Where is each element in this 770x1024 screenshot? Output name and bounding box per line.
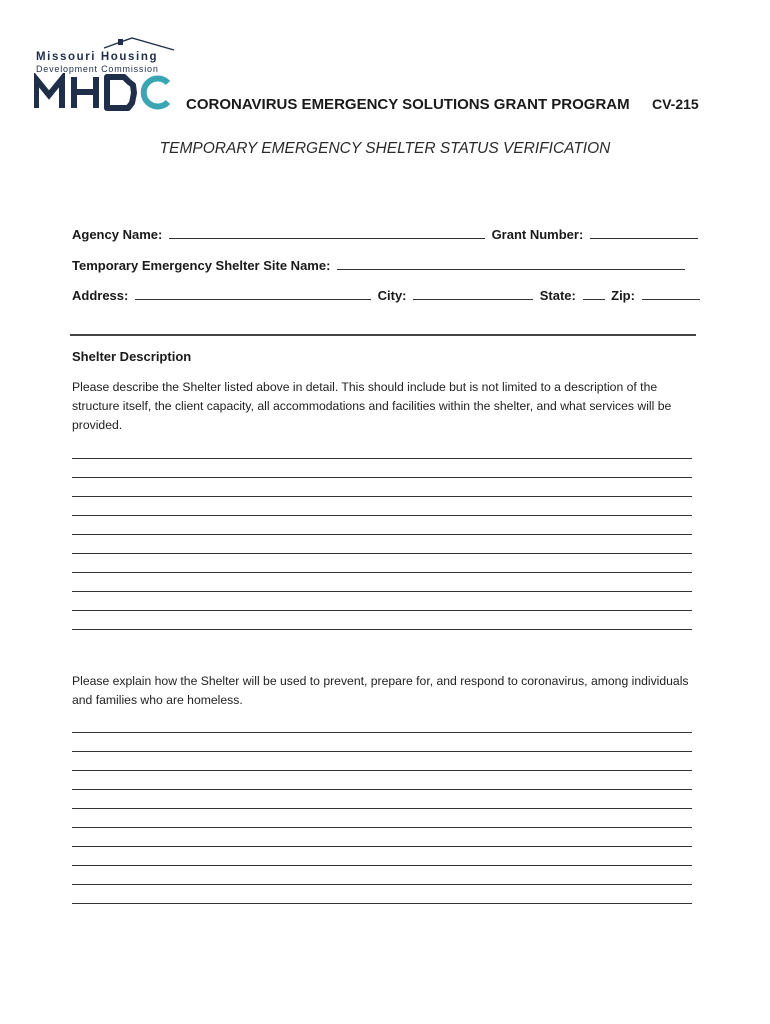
usage-answer-line[interactable] <box>72 847 692 866</box>
grant-number-field[interactable] <box>590 226 698 239</box>
form-code: CV-215 <box>652 96 699 112</box>
city-label: City: <box>377 288 407 303</box>
usage-answer-line[interactable] <box>72 733 692 752</box>
description-answer-line[interactable] <box>72 554 692 573</box>
zip-field[interactable] <box>642 287 700 300</box>
description-answer-line[interactable] <box>72 440 692 459</box>
grant-number-label: Grant Number: <box>491 227 584 242</box>
section-divider <box>70 334 696 336</box>
usage-answer-line[interactable] <box>72 771 692 790</box>
description-answer-line[interactable] <box>72 611 692 630</box>
usage-answer-line[interactable] <box>72 752 692 771</box>
zip-label: Zip: <box>611 288 635 303</box>
agency-name-field[interactable] <box>169 226 485 239</box>
site-name-field[interactable] <box>337 257 685 270</box>
form-subtitle: TEMPORARY EMERGENCY SHELTER STATUS VERIFICATION <box>159 140 611 157</box>
usage-answer-line[interactable] <box>72 790 692 809</box>
address-row <box>72 287 703 303</box>
usage-answer-line[interactable] <box>72 714 692 733</box>
description-answer-line[interactable] <box>72 516 692 535</box>
usage-prompt: Please explain how the Shelter will be used to prevent, prepare for, and respond to coronavirus, among individuals and families who are homeless. <box>72 674 689 707</box>
house-roof-icon <box>34 36 176 52</box>
description-answer-line[interactable] <box>72 573 692 592</box>
logo-org-top: Missouri Housing <box>36 51 159 63</box>
city-field[interactable] <box>413 287 533 300</box>
description-answer-lines[interactable] <box>72 440 692 630</box>
description-answer-line[interactable] <box>72 535 692 554</box>
address-label: Address: <box>72 288 129 303</box>
section-heading: Shelter Description <box>72 349 192 364</box>
agency-grant-row <box>72 226 701 242</box>
agency-name-label: Agency Name: <box>72 227 163 242</box>
description-answer-line[interactable] <box>72 478 692 497</box>
usage-answer-lines[interactable] <box>72 714 692 904</box>
logo-mhdc-lettermark <box>34 73 174 111</box>
usage-answer-line[interactable] <box>72 828 692 847</box>
program-title: CORONAVIRUS EMERGENCY SOLUTIONS GRANT PROGRAM <box>186 96 630 113</box>
description-answer-line[interactable] <box>72 592 692 611</box>
usage-answer-line[interactable] <box>72 866 692 885</box>
description-prompt: Please describe the Shelter listed above in detail. This should include but is not limited to a description of the structure itself, the client capacity, all accommodations and facilities within the shelter, and what services will be provided. <box>72 380 672 432</box>
logo-org-sub: Development Commission <box>36 64 159 74</box>
usage-answer-line[interactable] <box>72 809 692 828</box>
usage-answer-line[interactable] <box>72 885 692 904</box>
address-field[interactable] <box>135 287 371 300</box>
state-label: State: <box>539 288 576 303</box>
description-answer-line[interactable] <box>72 459 692 478</box>
state-field[interactable] <box>583 287 605 300</box>
description-answer-line[interactable] <box>72 497 692 516</box>
site-name-row <box>72 257 688 273</box>
site-name-label: Temporary Emergency Shelter Site Name: <box>72 258 331 273</box>
mhdc-logo <box>34 36 176 112</box>
